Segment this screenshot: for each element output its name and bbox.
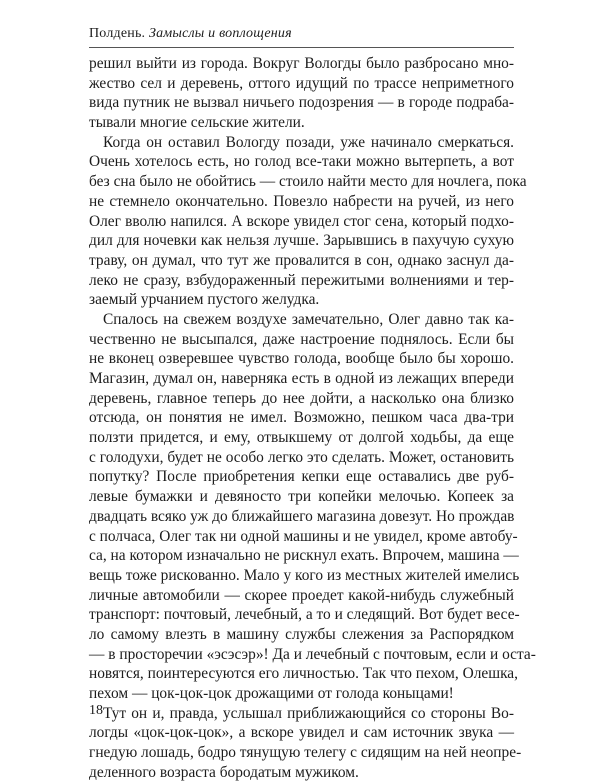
text-line: траву, он думал, что тут же провалится в сон, однако заснул да-	[89, 251, 514, 269]
running-head	[89, 26, 292, 42]
text-line: Магазин, думал он, наверняка есть в одной из лежащих впереди	[89, 370, 514, 387]
text-line: новятся, поинтересуются его личностью. Так что пехом, Олешка,	[89, 665, 518, 683]
text-line: Тут он и, правда, услышал приближающийся со стороны Во-	[103, 704, 514, 722]
header-rule	[89, 47, 514, 48]
running-head-title: Полдень.	[89, 26, 146, 41]
text-line: леко не сразу, взбудораженный пережитыми волнениями и тер-	[89, 271, 514, 289]
text-line: не вконец озверевшее чувство голода, вообще было бы хорошо.	[89, 350, 514, 368]
text-line: отсюда, он понятия не имел. Возможно, пешком часа два-три	[89, 409, 514, 427]
text-line: попутку? После приобретения кепки еще оставались две руб-	[89, 468, 514, 486]
text-line: ло самому влезть в машину службы слежения за Распорядком	[89, 625, 514, 643]
text-line: левые бумажки и девяносто три копейки мелочью. Копеек за	[89, 488, 514, 506]
text-line: — в просторечии «эсэсэр»! Да и лечебный с почтовым, если и оста-	[89, 645, 536, 663]
text-line: вещь тоже рискованно. Мало у кого из местных жителей имелись	[89, 566, 520, 584]
text-line: транспорт: почтовый, лечебный, а то и следящий. Вот будет весе-	[89, 606, 520, 624]
text-line: гнедую лошадь, бодро тянущую телегу с сидящим на ней неопре-	[89, 744, 522, 762]
text-line: жество сел и деревень, оттого идущий по трассе неприметного	[89, 74, 514, 92]
text-line: Когда он оставил Вологду позади, уже начинало смеркаться.	[103, 133, 514, 151]
text-line: вида путник не вызвал ничьего подозрения — в городе подраба-	[89, 94, 514, 112]
text-line: заемый урчанием пустого желудка.	[89, 291, 320, 309]
text-line: са, на котором изначально не рискнул ехать. Впрочем, машина —	[89, 547, 519, 565]
text-line: тывали многие сельские жители.	[89, 114, 305, 132]
text-line: с голодухи, будет не особо легко это сделать. Может, остановить	[89, 448, 514, 466]
page-number: 18	[89, 703, 103, 718]
text-line: дил для ночевки как нельзя лучше. Зарывшись в пахучую сухую	[89, 232, 514, 250]
text-line: деленного возраста бородатым мужиком.	[89, 763, 359, 781]
text-line: чественно не высыпался, даже настроение поднялось. Если бы	[89, 330, 514, 348]
text-line: пехом — цок-цок-цок дрожащими от голода коныцами!	[89, 685, 454, 702]
text-line: с полчаса, Олег так ни одной машины и не увидел, кроме автобу-	[89, 527, 518, 545]
text-line: логды «цок-цок-цок», а вскоре увидел и сам источник звука —	[89, 724, 514, 742]
text-line: Олег вволю напился. А вскоре увидел стог сена, который подхо-	[89, 212, 514, 230]
text-line: ползти придется, и ему, отвыкшему от долгой ходьбы, да еще	[89, 429, 514, 447]
text-line: Очень хотелось есть, но голод все-таки можно вытерпеть, а вот	[89, 153, 514, 171]
text-line: личные автомобили — скорее проедет какой-нибудь служебный	[89, 586, 514, 604]
text-line: деревень, главное теперь до нее дойти, а насколько она близко	[89, 389, 514, 407]
text-line: не стемнело окончательно. Повезло набрести на ручей, из него	[89, 192, 514, 210]
text-line: решил выйти из города. Вокруг Вологды было разбросано мно-	[89, 55, 514, 72]
text-line: двадцать всяко уж до ближайшего магазина довезут. Но прождав	[89, 507, 515, 525]
text-line: без сна было не обойтись — стоило найти место для ночлега, пока	[89, 173, 527, 191]
text-line: Спалось на свежем воздухе замечательно, Олег давно так ка-	[103, 310, 514, 328]
running-head-subtitle: Замыслы и воплощения	[148, 26, 292, 41]
body-text	[89, 54, 536, 782]
